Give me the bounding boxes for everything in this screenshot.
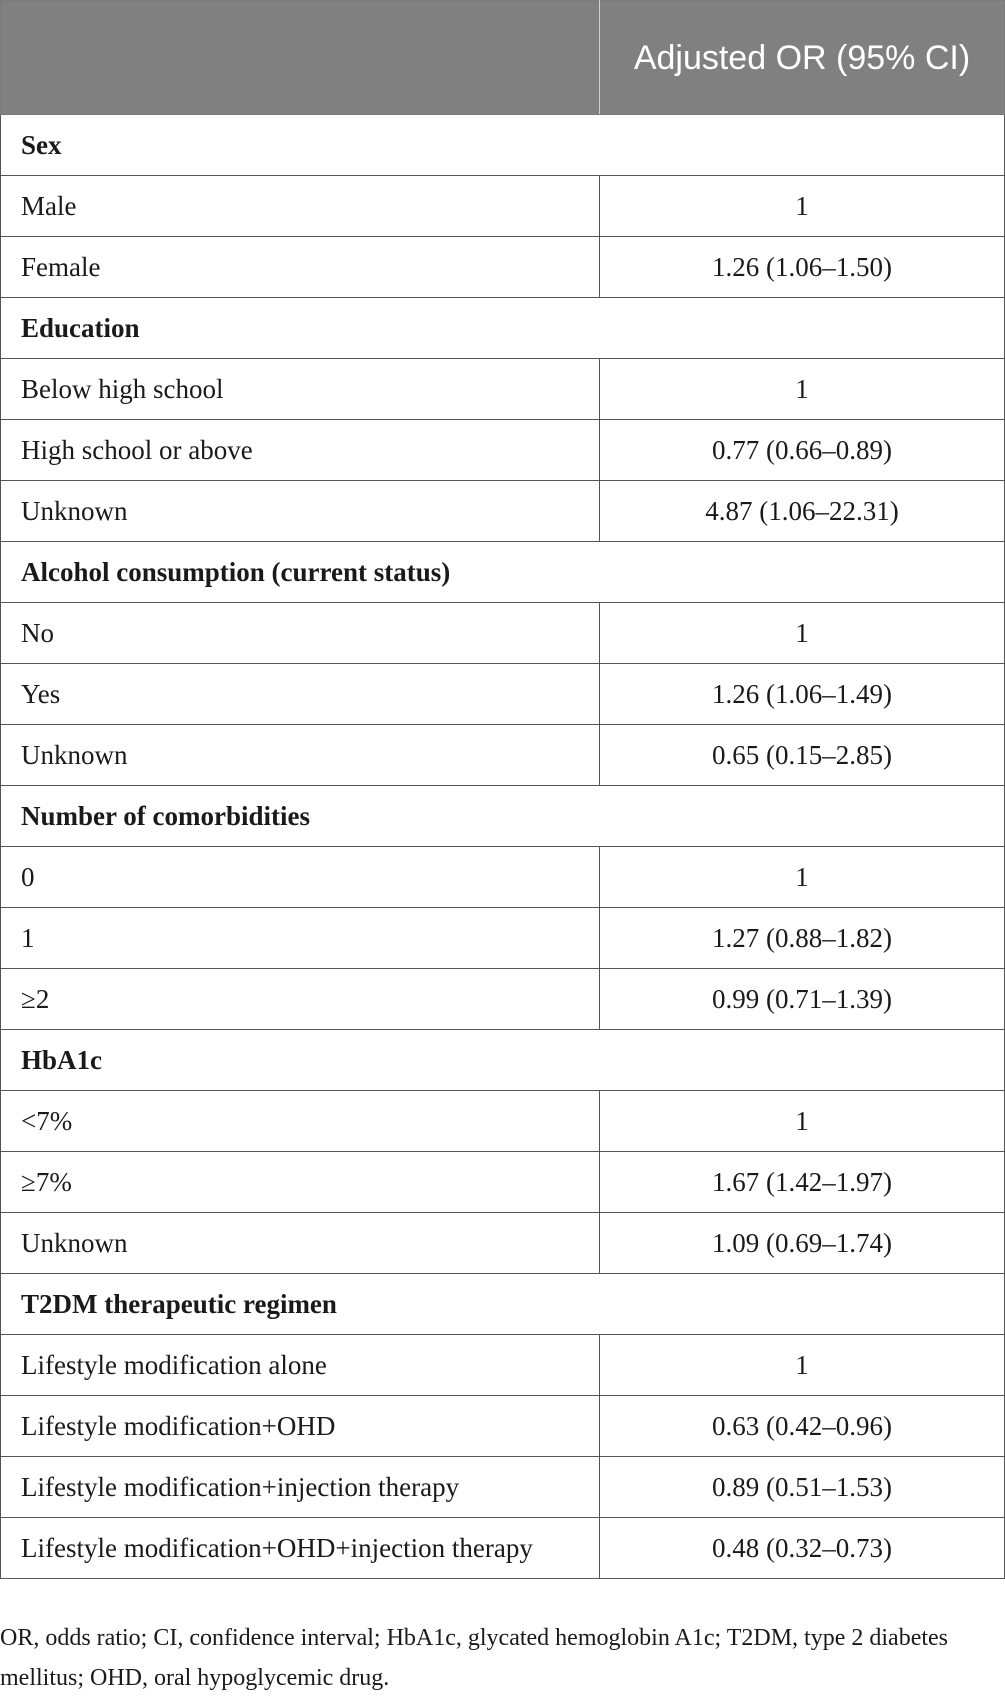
row-label: Lifestyle modification+OHD+injection therapy xyxy=(1,1518,600,1579)
row-label: ≥2 xyxy=(1,969,600,1030)
section-row xyxy=(1,1030,1005,1091)
row-label: Male xyxy=(1,176,600,237)
table-body xyxy=(1,115,1005,1579)
table-row xyxy=(1,176,1005,237)
row-value: 1.67 (1.42–1.97) xyxy=(600,1152,1005,1213)
table-row xyxy=(1,908,1005,969)
table-row xyxy=(1,1396,1005,1457)
row-value: 4.87 (1.06–22.31) xyxy=(600,481,1005,542)
row-value: 1.26 (1.06–1.49) xyxy=(600,664,1005,725)
section-row xyxy=(1,786,1005,847)
table-row xyxy=(1,969,1005,1030)
section-row xyxy=(1,298,1005,359)
row-label: Unknown xyxy=(1,725,600,786)
section-title: HbA1c xyxy=(1,1030,1005,1091)
row-value: 0.48 (0.32–0.73) xyxy=(600,1518,1005,1579)
section-title: Number of comorbidities xyxy=(1,786,1005,847)
table-header-row xyxy=(1,1,1005,115)
table-row xyxy=(1,420,1005,481)
section-row xyxy=(1,542,1005,603)
row-value: 1 xyxy=(600,1335,1005,1396)
row-value: 1 xyxy=(600,1091,1005,1152)
row-label: High school or above xyxy=(1,420,600,481)
row-label: ≥7% xyxy=(1,1152,600,1213)
row-value: 1 xyxy=(600,176,1005,237)
row-label: 1 xyxy=(1,908,600,969)
table-row xyxy=(1,603,1005,664)
section-title: Alcohol consumption (current status) xyxy=(1,542,1005,603)
row-value: 1 xyxy=(600,847,1005,908)
row-label: No xyxy=(1,603,600,664)
row-label: Lifestyle modification+injection therapy xyxy=(1,1457,600,1518)
row-value: 1 xyxy=(600,603,1005,664)
section-row xyxy=(1,115,1005,176)
row-value: 1.26 (1.06–1.50) xyxy=(600,237,1005,298)
table-row xyxy=(1,359,1005,420)
row-value: 1.27 (0.88–1.82) xyxy=(600,908,1005,969)
row-value: 1 xyxy=(600,359,1005,420)
header-adjusted-or: Adjusted OR (95% CI) xyxy=(600,1,1005,115)
row-value: 0.65 (0.15–2.85) xyxy=(600,725,1005,786)
table-row xyxy=(1,725,1005,786)
row-label: 0 xyxy=(1,847,600,908)
table-row xyxy=(1,1213,1005,1274)
row-label: Lifestyle modification+OHD xyxy=(1,1396,600,1457)
row-value: 0.63 (0.42–0.96) xyxy=(600,1396,1005,1457)
row-label: Unknown xyxy=(1,1213,600,1274)
row-label: Unknown xyxy=(1,481,600,542)
table-row xyxy=(1,847,1005,908)
table-row xyxy=(1,1152,1005,1213)
row-value: 1.09 (0.69–1.74) xyxy=(600,1213,1005,1274)
header-variable xyxy=(1,1,600,115)
table-row xyxy=(1,1457,1005,1518)
table-row xyxy=(1,237,1005,298)
section-title: Sex xyxy=(1,115,1005,176)
section-row xyxy=(1,1274,1005,1335)
table-row xyxy=(1,664,1005,725)
table-row xyxy=(1,1091,1005,1152)
table-footnote: OR, odds ratio; CI, confidence interval; HbA1c, glycated hemoglobin A1c; T2DM, type 2 diabetes mellitus; OHD, oral hypoglycemic drug. xyxy=(0,1625,949,1691)
section-title: Education xyxy=(1,298,1005,359)
table-row xyxy=(1,1518,1005,1579)
row-value: 0.77 (0.66–0.89) xyxy=(600,420,1005,481)
section-title: T2DM therapeutic regimen xyxy=(1,1274,1005,1335)
table-row xyxy=(1,1335,1005,1396)
row-label: Below high school xyxy=(1,359,600,420)
row-label: <7% xyxy=(1,1091,600,1152)
row-value: 0.99 (0.71–1.39) xyxy=(600,969,1005,1030)
row-label: Yes xyxy=(1,664,600,725)
table-row xyxy=(1,481,1005,542)
row-label: Lifestyle modification alone xyxy=(1,1335,600,1396)
row-value: 0.89 (0.51–1.53) xyxy=(600,1457,1005,1518)
row-label: Female xyxy=(1,237,600,298)
